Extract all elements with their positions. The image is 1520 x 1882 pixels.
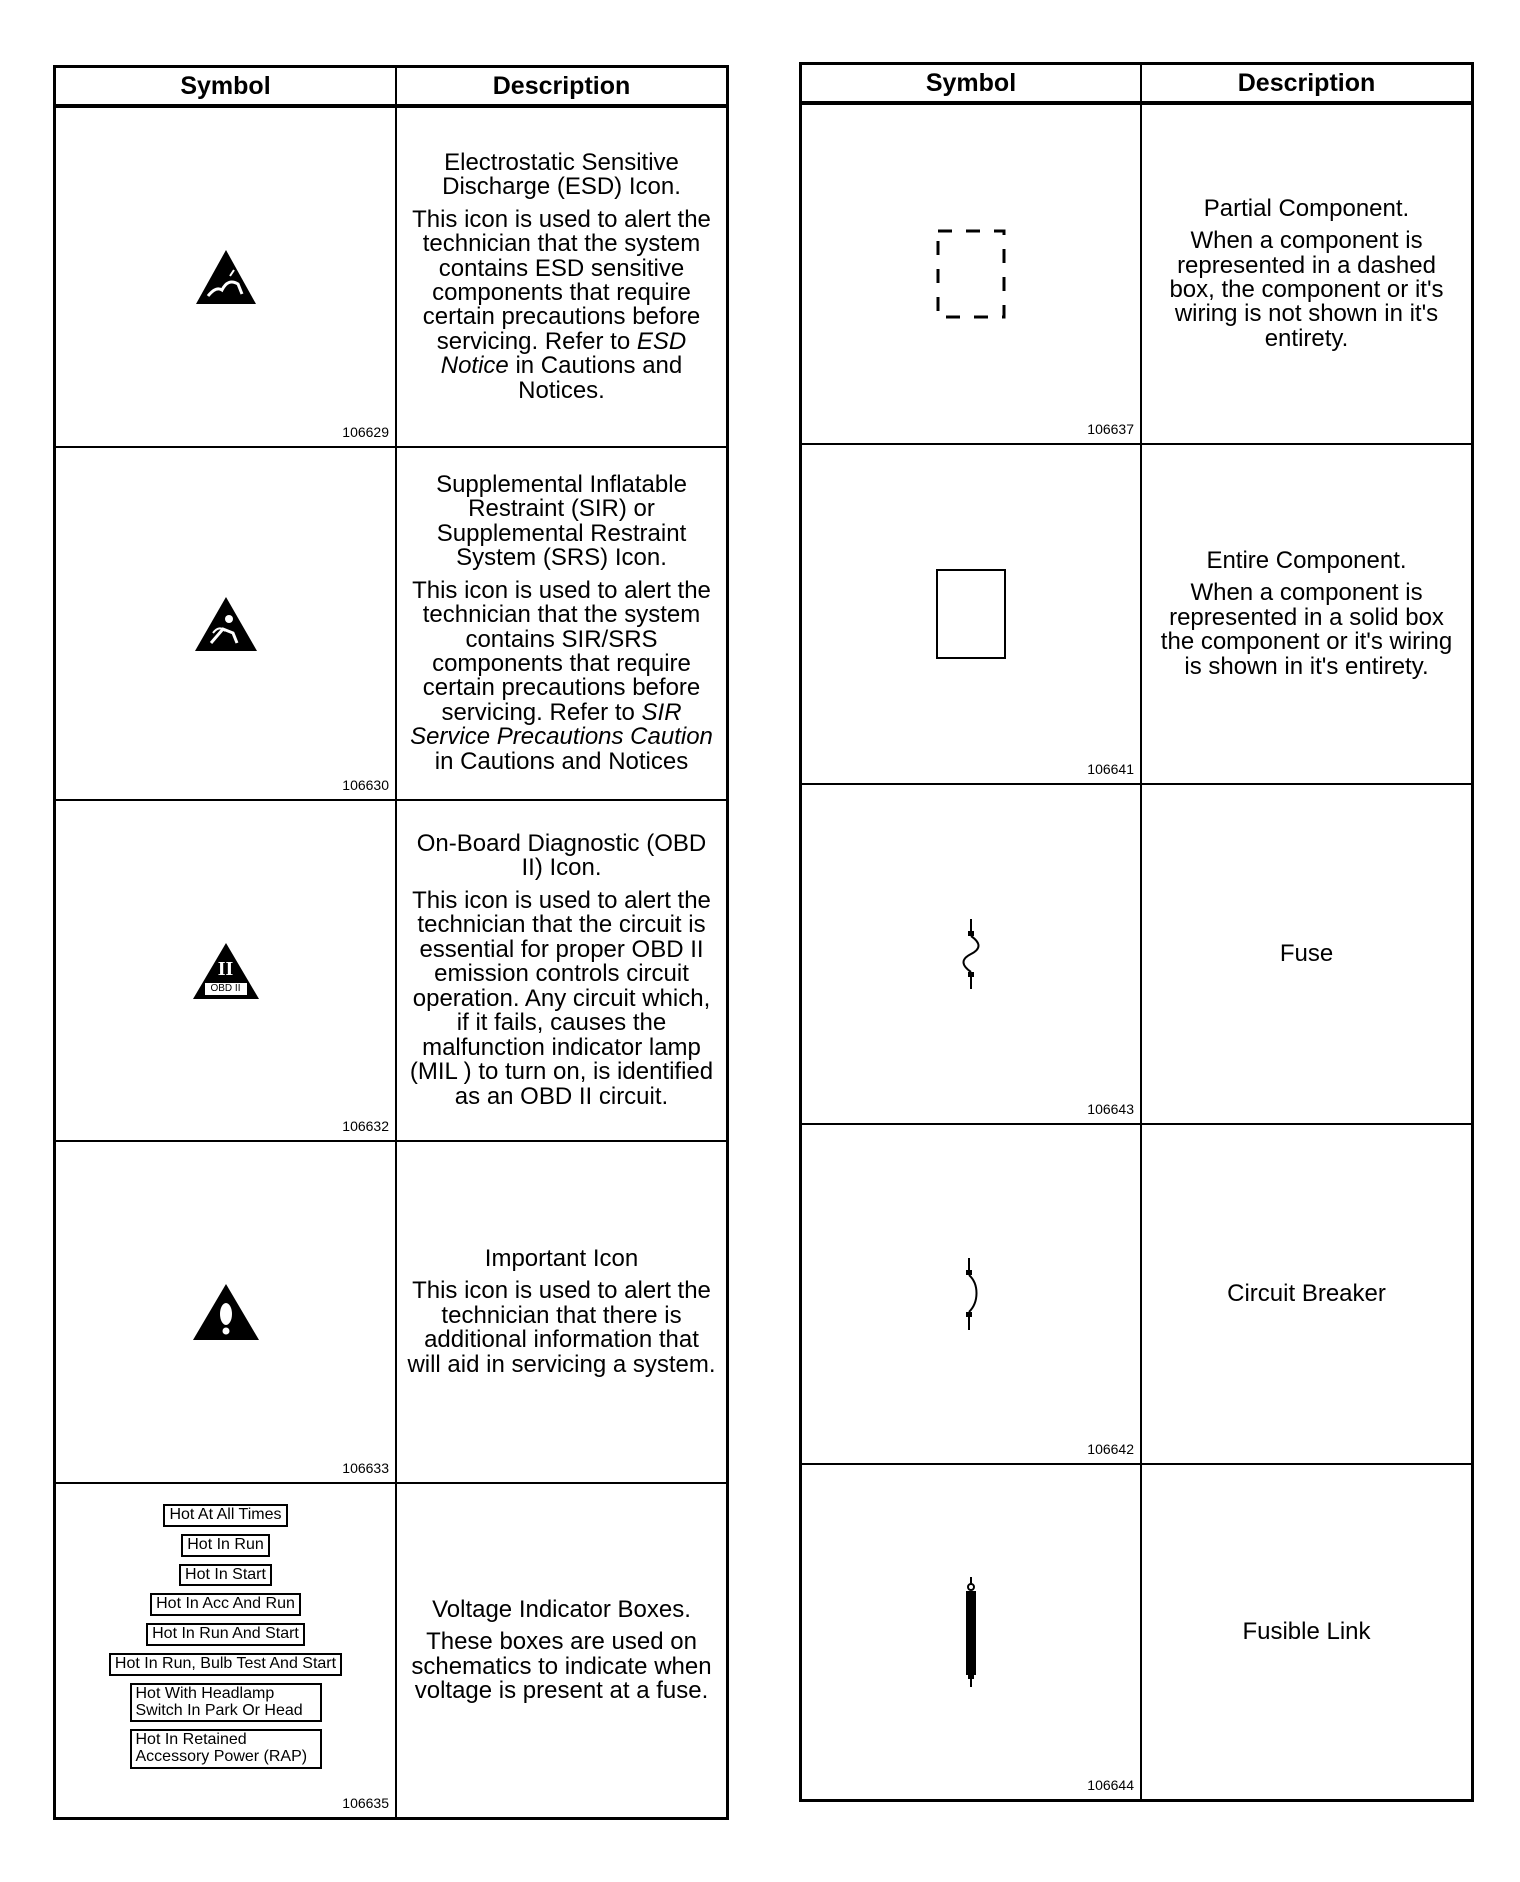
voltage-box: Hot At All Times xyxy=(163,1504,287,1527)
description-cell xyxy=(1142,445,1471,783)
voltage-box: Hot In Retained Accessory Power (RAP) xyxy=(130,1729,322,1769)
table-row xyxy=(802,1465,1471,1799)
voltage-box: Hot In Run xyxy=(181,1534,269,1557)
circuit-breaker-icon xyxy=(961,1258,981,1330)
symbol-cell xyxy=(56,1484,395,1817)
description-body: This icon is used to alert the technician that the circuit is essential for proper OBD II emission controls circuit operation. Any circuit which, if it fails, causes the malfunction indicator lamp (MIL ) to turn on, is identified as an OBD II circuit. xyxy=(409,886,714,1110)
table-header xyxy=(56,68,726,108)
sir-srs-icon xyxy=(193,595,259,653)
symbol-cell xyxy=(56,801,395,1140)
description-body: When a component is represented in a dashed box, the component or it's wiring is not shown in it's entirety. xyxy=(1169,227,1444,352)
figure-number: 106633 xyxy=(342,1460,389,1476)
voltage-indicator-boxes xyxy=(56,1504,395,1776)
description-title: On-Board Diagnostic (OBD II) Icon. xyxy=(416,829,707,882)
description-body: When a component is represented in a solid box the component or it's wiring is shown in it's entirety. xyxy=(1160,579,1453,680)
table-header xyxy=(802,65,1471,105)
voltage-box: Hot In Run And Start xyxy=(146,1623,305,1646)
description-body: This icon is used to alert the technician that the system contains SIR/SRS components that require certain precautions before servicing. Refer to SIR Service Precautions Caution in Cautions and Notices xyxy=(410,576,713,775)
description-title: Circuit Breaker xyxy=(1227,1279,1386,1307)
description-title: Entire Component. xyxy=(1206,546,1407,574)
description-title: Fuse xyxy=(1279,939,1334,967)
description-cell xyxy=(397,1142,726,1482)
figure-number: 106632 xyxy=(342,1118,389,1134)
esd-icon xyxy=(194,248,258,306)
table-row xyxy=(802,785,1471,1125)
description-body: This icon is used to alert the technician that there is additional information that will aid in servicing a system. xyxy=(407,1277,716,1378)
table-row xyxy=(56,108,726,448)
symbol-cell xyxy=(56,108,395,446)
figure-number: 106643 xyxy=(1087,1101,1134,1117)
figure-number: 106642 xyxy=(1087,1441,1134,1457)
description-cell xyxy=(397,108,726,446)
important-icon xyxy=(191,1282,261,1342)
description-cell xyxy=(1142,105,1471,443)
description-title: Electrostatic Sensitive Discharge (ESD) Icon. xyxy=(442,148,681,201)
table-row xyxy=(56,1142,726,1484)
description-title: Voltage Indicator Boxes. xyxy=(432,1595,691,1623)
obd-icon-label: OBD II xyxy=(210,982,241,994)
symbol-cell xyxy=(802,1465,1140,1799)
table-row xyxy=(56,1484,726,1817)
description-cell xyxy=(397,801,726,1140)
figure-number: 106637 xyxy=(1087,421,1134,437)
description-title: Fusible Link xyxy=(1242,1617,1371,1645)
description-body: These boxes are used on schematics to indicate when voltage is present at a fuse. xyxy=(411,1628,712,1704)
obd-ii-icon xyxy=(191,941,261,1001)
description-cell xyxy=(397,1484,726,1817)
description-title: Supplemental Inflatable Restraint (SIR) or Supplemental Restraint System (SRS) Icon. xyxy=(436,470,687,572)
table-row xyxy=(802,445,1471,785)
description-cell xyxy=(1142,1465,1471,1799)
left-symbol-table xyxy=(53,65,729,1820)
right-symbol-table xyxy=(799,62,1474,1802)
entire-component-icon xyxy=(935,568,1007,660)
figure-number: 106629 xyxy=(342,424,389,440)
voltage-box: Hot With Headlamp Switch In Park Or Head xyxy=(130,1683,322,1723)
symbol-cell xyxy=(56,1142,395,1482)
description-cell xyxy=(1142,785,1471,1123)
symbol-cell xyxy=(802,445,1140,783)
description-title: Partial Component. xyxy=(1203,194,1410,222)
table-row xyxy=(56,801,726,1142)
symbol-cell xyxy=(802,1125,1140,1463)
obd-icon-numeral: II xyxy=(217,957,234,980)
symbol-column-header: Symbol xyxy=(925,69,1017,97)
description-column-header: Description xyxy=(1237,69,1376,97)
description-body: This icon is used to alert the technician that the system contains ESD sensitive components that require certain precautions before servicing. Refer to ESD Notice in Cautions and Notices. xyxy=(412,205,711,404)
symbol-column-header: Symbol xyxy=(180,72,271,100)
symbol-cell xyxy=(802,785,1140,1123)
fuse-icon xyxy=(961,919,981,989)
table-row xyxy=(802,1125,1471,1465)
voltage-box: Hot In Start xyxy=(179,1564,272,1587)
table-row xyxy=(802,105,1471,445)
figure-number: 106630 xyxy=(342,777,389,793)
fusible-link-icon xyxy=(961,1577,981,1687)
figure-number: 106635 xyxy=(342,1795,389,1811)
table-row xyxy=(56,448,726,801)
voltage-box: Hot In Acc And Run xyxy=(150,1593,301,1616)
description-title: Important Icon xyxy=(484,1244,639,1272)
partial-component-icon xyxy=(935,228,1007,320)
symbol-cell xyxy=(802,105,1140,443)
symbol-cell xyxy=(56,448,395,799)
figure-number: 106644 xyxy=(1087,1777,1134,1793)
description-cell xyxy=(1142,1125,1471,1463)
figure-number: 106641 xyxy=(1087,761,1134,777)
voltage-box: Hot In Run, Bulb Test And Start xyxy=(109,1653,342,1676)
description-cell xyxy=(397,448,726,799)
description-column-header: Description xyxy=(492,72,631,100)
